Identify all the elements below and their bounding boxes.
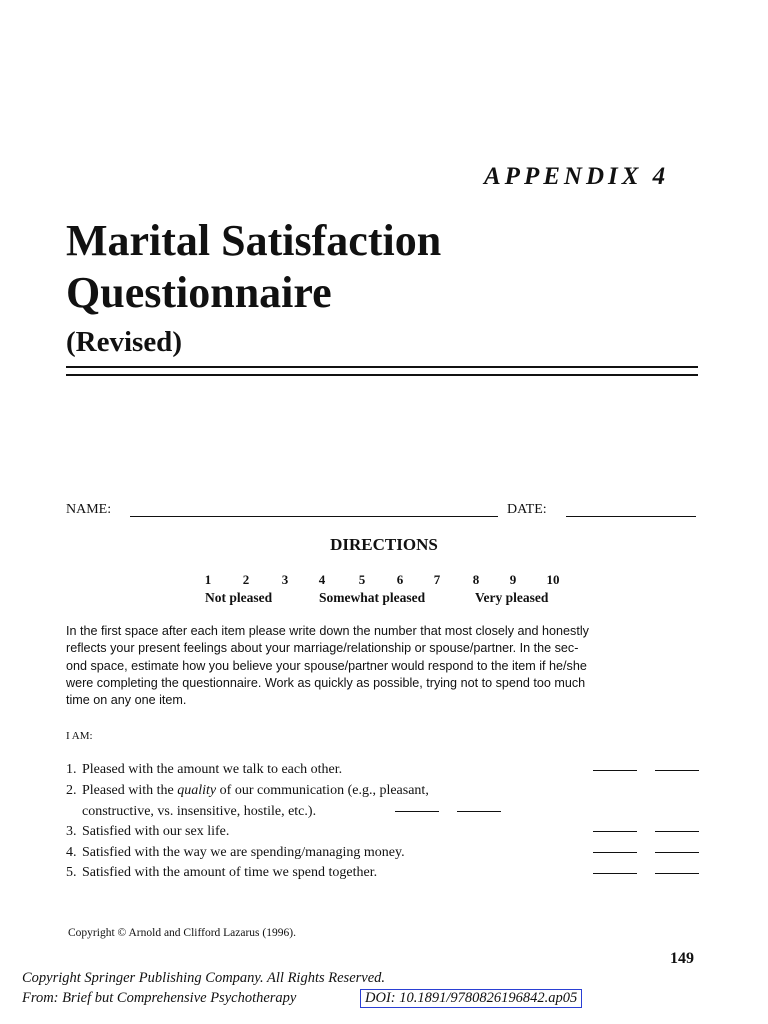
paragraph-line: ond space, estimate how you believe your spouse/partner would respond to the item if he/she (66, 658, 587, 673)
name-label: NAME: (66, 502, 112, 517)
appendix-label: APPENDIX 4 (484, 163, 670, 190)
name-field[interactable] (130, 516, 498, 517)
item-text: Satisfied with the way we are spending/managing money. (82, 845, 405, 860)
self-response-blank[interactable] (593, 831, 637, 832)
item-number: 5. (66, 865, 77, 880)
questionnaire-item (66, 760, 342, 780)
self-response-blank[interactable] (593, 852, 637, 853)
scale-anchor-high: Very pleased (475, 590, 549, 605)
partner-response-blank[interactable] (655, 852, 699, 853)
item-emphasis: quality (177, 783, 217, 798)
partner-response-blank[interactable] (655, 770, 699, 771)
scale-number: 3 (281, 572, 289, 587)
questionnaire-item (66, 863, 377, 883)
self-response-blank[interactable] (593, 873, 637, 874)
copyright-notice: Copyright © Arnold and Clifford Lazarus (1996). (68, 927, 296, 939)
footer-copyright: Copyright Springer Publishing Company. All Rights Reserved. (22, 970, 386, 986)
scale-number: 9 (509, 572, 517, 587)
paragraph-line: time on any one item. (66, 693, 187, 708)
questionnaire-item (66, 843, 405, 863)
date-field[interactable] (566, 516, 696, 517)
scale-anchor-mid: Somewhat pleased (319, 590, 426, 605)
items-lead: I AM: (66, 730, 93, 742)
footer-source: From: Brief but Comprehensive Psychotherapy (22, 990, 297, 1006)
item-text: Satisfied with our sex life. (82, 824, 230, 839)
page-number: 149 (670, 950, 694, 967)
date-label: DATE: (507, 502, 547, 517)
scale-number: 8 (472, 572, 480, 587)
scale-number: 4 (318, 572, 326, 587)
self-response-blank[interactable] (395, 811, 439, 812)
item-text: of our communication (e.g., pleasant, (216, 783, 429, 798)
partner-response-blank[interactable] (457, 811, 501, 812)
page-title (66, 215, 441, 319)
questionnaire-item (66, 822, 229, 842)
paragraph-line: In the first space after each item please write down the number that most closely and honestly (66, 624, 589, 638)
paragraph-line: reflects your present feelings about your marriage/relationship or spouse/partner. In the sec- (66, 641, 579, 656)
directions-heading: DIRECTIONS (330, 535, 438, 554)
item-number: 1. (66, 762, 77, 777)
item-text: Pleased with the amount we talk to each other. (82, 762, 343, 777)
scale-number: 7 (433, 572, 441, 587)
scale-number: 10 (546, 572, 560, 587)
directions-paragraph (66, 623, 706, 709)
scale-number: 2 (242, 572, 250, 587)
questionnaire-item (66, 781, 429, 801)
title-rule-bottom (66, 374, 698, 376)
item-text: Pleased with the (82, 783, 178, 798)
item-number: 3. (66, 824, 77, 839)
title-line-2: Questionnaire (66, 268, 332, 317)
scale-number: 6 (396, 572, 404, 587)
partner-response-blank[interactable] (655, 873, 699, 874)
self-response-blank[interactable] (593, 770, 637, 771)
paragraph-line: were completing the questionnaire. Work as quickly as possible, trying not to spend too much (66, 675, 586, 690)
item-number: 2. (66, 783, 77, 798)
scale-number: 1 (204, 572, 212, 587)
item-text: Satisfied with the amount of time we spend together. (82, 865, 378, 880)
doi-link[interactable]: DOI: 10.1891/9780826196842.ap05 (360, 989, 582, 1008)
scale-number: 5 (358, 572, 366, 587)
item-continuation: constructive, vs. insensitive, hostile, etc.). (82, 804, 317, 819)
item-number: 4. (66, 845, 77, 860)
scale-anchor-low: Not pleased (205, 590, 273, 605)
title-line-1: Marital Satisfaction (66, 216, 442, 265)
page-subtitle: (Revised) (66, 326, 182, 358)
partner-response-blank[interactable] (655, 831, 699, 832)
title-rule-top (66, 366, 698, 368)
